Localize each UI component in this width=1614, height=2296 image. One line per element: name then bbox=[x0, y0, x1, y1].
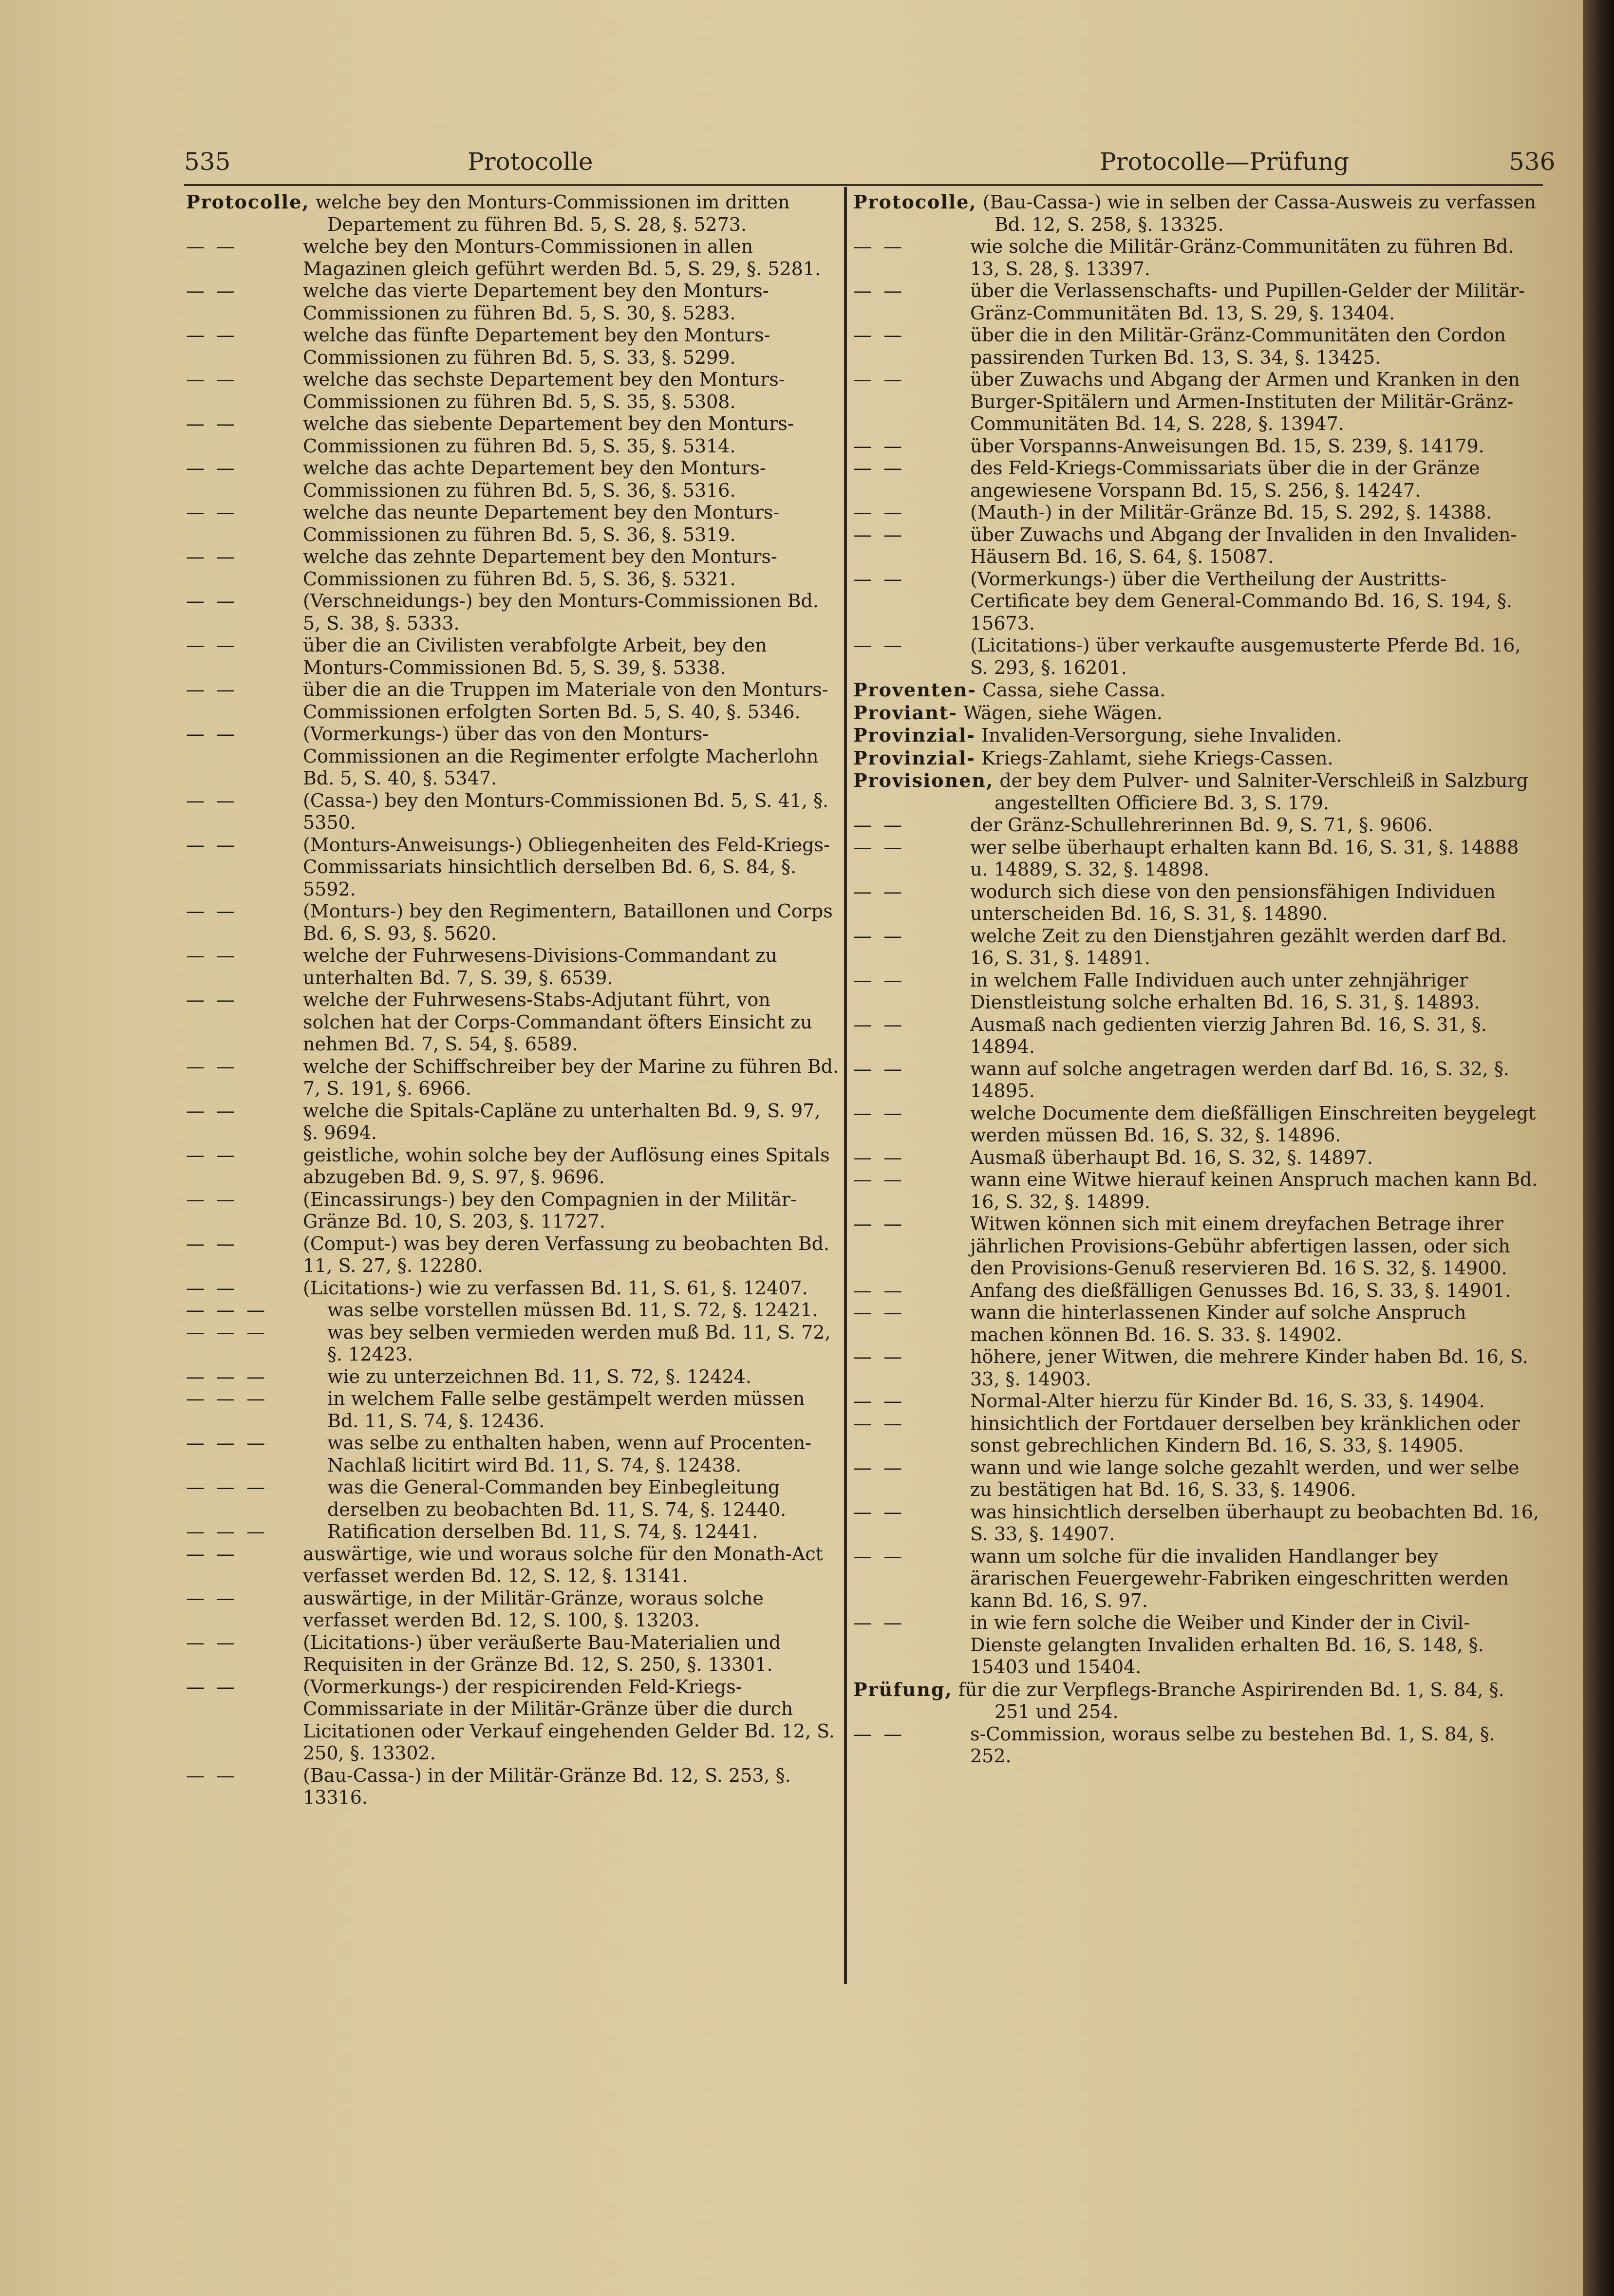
ditto-dashes: — — bbox=[853, 925, 905, 947]
index-entry bbox=[186, 324, 840, 369]
ditto-dashes: — — bbox=[186, 324, 238, 346]
index-entry bbox=[186, 457, 840, 502]
entry-text: welche Zeit zu den Dienstjahren gezählt werden darf Bd. 16, S. 31, §. 14891. bbox=[970, 925, 1507, 969]
entry-text: welche das siebente Departement bey den Monturs-Commissionen zu führen Bd. 5, S. 35, §. 5314. bbox=[303, 413, 794, 457]
ditto-dashes: — — bbox=[853, 1346, 905, 1367]
entry-text: (Vormerkungs-) über die Vertheilung der Austritts-Certificate bey dem General-Commando Bd. 16, S. 194, §. 15673. bbox=[970, 568, 1513, 634]
entry-text: des Feld-Kriegs-Commissariats über die in der Gränze angewiesene Vorspann Bd. 15, S. 256, §. 14247. bbox=[970, 457, 1480, 501]
entry-text: welche das fünfte Departement bey den Monturs-Commissionen zu führen Bd. 5, S. 33, §. 5299. bbox=[303, 324, 770, 368]
ditto-dashes: — — — bbox=[186, 1299, 268, 1321]
index-entry bbox=[853, 970, 1541, 1014]
entry-text: welche Documente dem dießfälligen Einschreiten beygelegt werden müssen Bd. 16, S. 32, §. 14896. bbox=[970, 1102, 1536, 1146]
index-entry bbox=[853, 724, 1541, 747]
ditto-dashes: — — bbox=[853, 1146, 905, 1168]
ditto-dashes: — — bbox=[853, 568, 905, 590]
entry-text: welche bey den Monturs-Commissionen im dritten Departement zu führen Bd. 5, S. 28, §. 5273. bbox=[315, 191, 790, 235]
ditto-dashes: — — bbox=[853, 1612, 905, 1633]
ditto-dashes: — — bbox=[186, 789, 238, 811]
ditto-dashes: — — bbox=[853, 435, 905, 457]
ditto-dashes: — — bbox=[186, 369, 238, 390]
index-entry bbox=[186, 1056, 840, 1100]
ditto-dashes: — — bbox=[853, 1102, 905, 1124]
entry-headword: Provisionen, bbox=[853, 769, 994, 791]
index-entry bbox=[186, 191, 840, 236]
entry-text: der Gränz-Schullehrerinnen Bd. 9, S. 71, §. 9606. bbox=[970, 814, 1433, 836]
ditto-dashes: — — bbox=[853, 1545, 905, 1567]
entry-text: welche bey den Monturs-Commissionen in allen Magazinen gleich geführt werden Bd. 5, S. 29, §. 5281. bbox=[303, 236, 821, 280]
ditto-dashes: — — — bbox=[186, 1432, 268, 1454]
entry-headword: Protocolle, bbox=[186, 191, 310, 213]
ditto-dashes: — — bbox=[853, 523, 905, 545]
entry-text: was selbe vorstellen müssen Bd. 11, S. 72, §. 12421. bbox=[327, 1299, 818, 1321]
ditto-dashes: — — bbox=[186, 236, 238, 257]
ditto-dashes: — — bbox=[186, 900, 238, 922]
entry-text: hinsichtlich der Fortdauer derselben bey kränklichen oder sonst gebrechlichen Kindern Bd. 16, S. 33, §. 14905. bbox=[970, 1412, 1520, 1456]
ditto-dashes: — — bbox=[186, 1676, 238, 1698]
entry-text: auswärtige, in der Militär-Gränze, woraus solche verfasset werden Bd. 12, S. 100, §. 13203. bbox=[303, 1587, 764, 1631]
ditto-dashes: — — bbox=[853, 1058, 905, 1080]
entry-text: Cassa, siehe Cassa. bbox=[982, 679, 1166, 701]
entry-text: wodurch sich diese von den pensionsfähigen Individuen unterscheiden Bd. 16, S. 31, §. 14890. bbox=[970, 880, 1496, 924]
entry-text: wann und wie lange solche gezahlt werden, und wer selbe zu bestätigen hat Bd. 16, S. 33, §. 14906. bbox=[970, 1456, 1520, 1500]
index-entry bbox=[853, 280, 1541, 324]
index-entry bbox=[186, 502, 840, 546]
ditto-dashes: — — bbox=[186, 1232, 238, 1254]
index-entry bbox=[853, 236, 1541, 280]
index-entry bbox=[853, 457, 1541, 502]
ditto-dashes: — — bbox=[186, 1100, 238, 1121]
ditto-dashes: — — bbox=[853, 1213, 905, 1234]
index-entry bbox=[186, 413, 840, 457]
index-entry bbox=[186, 1432, 840, 1476]
ditto-dashes: — — bbox=[186, 834, 238, 856]
ditto-dashes: — — bbox=[853, 280, 905, 301]
index-entry bbox=[853, 747, 1541, 770]
entry-text: welche die Spitals-Capläne zu unterhalten Bd. 9, S. 97, §. 9694. bbox=[303, 1100, 821, 1143]
entry-text: (Vormerkungs-) der respicirenden Feld-Kriegs-Commissariate in der Militär-Gränze über die durch Licitationen oder Verkauf eingehenden Gelder Bd. 12, S. 250, §. 13302. bbox=[303, 1676, 835, 1764]
index-entry bbox=[853, 1102, 1541, 1147]
ditto-dashes: — — bbox=[186, 590, 238, 612]
ditto-dashes: — — bbox=[186, 679, 238, 700]
index-entry bbox=[186, 1765, 840, 1809]
column-divider bbox=[844, 187, 847, 1984]
ditto-dashes: — — bbox=[186, 280, 238, 301]
index-entry bbox=[853, 1390, 1541, 1413]
entry-text: welche das vierte Departement bey den Monturs-Commissionen zu führen Bd. 5, S. 30, §. 5283. bbox=[303, 280, 769, 324]
entry-text: der bey dem Pulver- und Salniter-Verschleiß in Salzburg angestellten Officiere Bd. 3, S. 179. bbox=[995, 770, 1528, 814]
left-column bbox=[186, 191, 840, 1809]
entry-text: was selbe zu enthalten haben, wenn auf Procenten-Nachlaß licitirt wird Bd. 11, S. 74, §. 12438. bbox=[327, 1432, 812, 1476]
entry-text: wann die hinterlassenen Kinder auf solche Anspruch machen können Bd. 16. S. 33. §. 14902. bbox=[970, 1302, 1466, 1345]
entry-text: höhere, jener Witwen, die mehrere Kinder haben Bd. 16, S. 33, §. 14903. bbox=[970, 1346, 1528, 1390]
entry-text: (Bau-Cassa-) wie in selben der Cassa-Ausweis zu verfassen Bd. 12, S. 258, §. 13325. bbox=[982, 191, 1536, 235]
entry-text: (Vormerkungs-) über das von den Monturs-Commissionen an die Regimenter erfolgte Macherlohn Bd. 5, S. 40, §. 5347. bbox=[303, 723, 819, 789]
entry-text: was hinsichtlich derselben überhaupt zu beobachten Bd. 16, S. 33, §. 14907. bbox=[970, 1501, 1539, 1545]
entry-text: (Cassa-) bey den Monturs-Commissionen Bd. 5, S. 41, §. 5350. bbox=[303, 789, 829, 833]
ditto-dashes: — — bbox=[186, 1543, 238, 1565]
entry-text: wer selbe überhaupt erhalten kann Bd. 16, S. 31, §. 14888 u. 14889, S. 32, §. 14898. bbox=[970, 836, 1519, 880]
index-entry bbox=[853, 524, 1541, 568]
entry-text: (Comput-) was bey deren Verfassung zu beobachten Bd. 11, S. 27, §. 12280. bbox=[303, 1232, 830, 1276]
ditto-dashes: — — bbox=[186, 1277, 238, 1299]
index-entry bbox=[853, 925, 1541, 970]
ditto-dashes: — — bbox=[853, 1302, 905, 1323]
index-entry bbox=[186, 1676, 840, 1765]
ditto-dashes: — — bbox=[186, 723, 238, 745]
index-entry bbox=[853, 679, 1541, 702]
ditto-dashes: — — bbox=[186, 1188, 238, 1210]
index-entry bbox=[853, 1169, 1541, 1213]
ditto-dashes: — — bbox=[853, 236, 905, 257]
index-entry bbox=[853, 1014, 1541, 1058]
index-entry bbox=[186, 1632, 840, 1676]
entry-text: welche das achte Departement bey den Monturs-Commissionen zu führen Bd. 5, S. 36, §. 5316. bbox=[303, 457, 766, 501]
ditto-dashes: — — bbox=[853, 836, 905, 858]
entry-headword: Provinzial- bbox=[853, 747, 976, 769]
ditto-dashes: — — bbox=[853, 1169, 905, 1190]
ditto-dashes: — — bbox=[186, 945, 238, 966]
entry-text: was die General-Commanden bey Einbegleitung derselben zu beobachten Bd. 11, S. 74, §. 12440. bbox=[327, 1476, 787, 1520]
index-entry bbox=[853, 1413, 1541, 1457]
index-entry bbox=[186, 1277, 840, 1300]
index-entry bbox=[853, 568, 1541, 635]
entry-text: über die an die Truppen im Materiale von den Monturs-Commissionen erfolgten Sorten Bd. 5, S. 40, §. 5346. bbox=[303, 679, 828, 723]
index-entry bbox=[853, 191, 1541, 236]
index-entry bbox=[186, 1543, 840, 1587]
entry-text: Ausmaß überhaupt Bd. 16, S. 32, §. 14897. bbox=[970, 1146, 1373, 1168]
entry-text: (Mauth-) in der Militär-Gränze Bd. 15, S. 292, §. 14388. bbox=[970, 502, 1492, 523]
index-entry bbox=[853, 814, 1541, 837]
entry-text: (Eincassirungs-) bey den Compagnien in der Militär-Gränze Bd. 10, S. 203, §. 11727. bbox=[303, 1188, 797, 1232]
index-entry bbox=[186, 1233, 840, 1277]
right-page-number: 536 bbox=[1509, 148, 1556, 176]
entry-text: Kriegs-Zahlamt, siehe Kriegs-Cassen. bbox=[981, 747, 1333, 769]
index-entry bbox=[186, 369, 840, 413]
entry-text: über Vorspanns-Anweisungen Bd. 15, S. 239, §. 14179. bbox=[970, 435, 1484, 457]
ditto-dashes: — — — bbox=[186, 1388, 268, 1409]
entry-text: (Monturs-Anweisungs-) Obliegenheiten des Feld-Kriegs-Commissariats hinsichtlich derselben Bd. 6, S. 84, §. 5592. bbox=[303, 834, 830, 900]
entry-text: (Monturs-) bey den Regimentern, Bataillonen und Corps Bd. 6, S. 93, §. 5620. bbox=[303, 900, 833, 944]
index-entry bbox=[853, 324, 1541, 369]
ditto-dashes: — — bbox=[853, 1723, 905, 1745]
ditto-dashes: — — bbox=[186, 635, 238, 656]
ditto-dashes: — — bbox=[853, 814, 905, 836]
entry-text: in welchem Falle Individuen auch unter zehnjähriger Dienstleistung solche erhalten Bd. 16, S. 31, §. 14893. bbox=[970, 969, 1480, 1013]
index-entry bbox=[853, 702, 1541, 725]
index-entry bbox=[186, 1299, 840, 1322]
entry-text: für die zur Verpflegs-Branche Aspirirenden Bd. 1, S. 84, §. 251 und 254. bbox=[958, 1679, 1504, 1722]
right-column bbox=[853, 191, 1541, 1768]
ditto-dashes: — — bbox=[186, 413, 238, 434]
entry-text: auswärtige, wie und woraus solche für den Monath-Act verfasset werden Bd. 12, S. 12, §. 13141. bbox=[303, 1543, 823, 1587]
entry-text: (Licitations-) wie zu verfassen Bd. 11, S. 61, §. 12407. bbox=[303, 1277, 808, 1299]
index-entry bbox=[853, 1457, 1541, 1501]
index-entry bbox=[186, 834, 840, 901]
ditto-dashes: — — bbox=[853, 324, 905, 346]
left-running-title: Protocolle bbox=[468, 148, 593, 176]
entry-text: wie zu unterzeichnen Bd. 11, S. 72, §. 12424. bbox=[327, 1365, 752, 1387]
entry-text: Anfang des dießfälligen Genusses Bd. 16, S. 33, §. 14901. bbox=[970, 1279, 1511, 1301]
index-entry bbox=[853, 1058, 1541, 1102]
index-entry bbox=[186, 1366, 840, 1388]
index-entry bbox=[186, 1476, 840, 1521]
entry-headword: Proventen- bbox=[853, 679, 976, 701]
entry-text: über die Verlassenschafts- und Pupillen-Gelder der Militär-Gränz-Communitäten Bd. 13, S. 29, §. 13404. bbox=[970, 280, 1525, 324]
entry-text: welche der Fuhrwesens-Stabs-Adjutant führt, von solchen hat der Corps-Commandant öfters Einsicht zu nehmen Bd. 7, S. 54, §. 6589. bbox=[303, 989, 812, 1055]
ditto-dashes: — — — bbox=[186, 1521, 268, 1542]
ditto-dashes: — — bbox=[853, 969, 905, 991]
entry-text: Wägen, siehe Wägen. bbox=[963, 702, 1163, 724]
entry-text: welche das neunte Departement bey den Monturs-Commissionen zu führen Bd. 5, S. 36, §. 5319. bbox=[303, 502, 780, 545]
entry-headword: Provinzial- bbox=[853, 724, 976, 746]
entry-text: Ausmaß nach gedienten vierzig Jahren Bd. 16, S. 31, §. 14894. bbox=[970, 1013, 1487, 1057]
entry-text: über die in den Militär-Gränz-Communitäten den Cordon passirenden Turken Bd. 13, S. 34, §. 13425. bbox=[970, 324, 1506, 368]
index-entry bbox=[853, 1280, 1541, 1302]
index-entry bbox=[853, 769, 1541, 814]
entry-text: in welchem Falle selbe gestämpelt werden müssen Bd. 11, S. 74, §. 12436. bbox=[327, 1388, 805, 1432]
entry-headword: Prüfung, bbox=[853, 1678, 953, 1700]
entry-text: (Bau-Cassa-) in der Militär-Gränze Bd. 12, S. 253, §. 13316. bbox=[303, 1764, 791, 1808]
ditto-dashes: — — bbox=[186, 457, 238, 479]
ditto-dashes: — — bbox=[186, 546, 238, 567]
index-entry bbox=[853, 369, 1541, 435]
index-entry bbox=[853, 435, 1541, 458]
index-entry bbox=[853, 881, 1541, 925]
index-entry bbox=[186, 590, 840, 635]
entry-text: welche der Fuhrwesens-Divisions-Commandant zu unterhalten Bd. 7, S. 39, §. 6539. bbox=[303, 945, 777, 989]
ditto-dashes: — — — bbox=[186, 1476, 268, 1498]
ditto-dashes: — — bbox=[186, 1764, 238, 1786]
ditto-dashes: — — bbox=[186, 1587, 238, 1609]
ditto-dashes: — — bbox=[853, 457, 905, 479]
entry-text: welche das sechste Departement bey den Monturs-Commissionen zu führen Bd. 5, S. 35, §. 5308. bbox=[303, 369, 785, 412]
ditto-dashes: — — bbox=[853, 880, 905, 902]
index-entry bbox=[186, 236, 840, 280]
book-edge bbox=[1583, 0, 1614, 2296]
index-entry bbox=[853, 502, 1541, 524]
index-entry bbox=[186, 1100, 840, 1144]
index-entry bbox=[186, 1144, 840, 1189]
index-entry bbox=[853, 1679, 1541, 1723]
ditto-dashes: — — bbox=[853, 502, 905, 523]
index-entry bbox=[186, 546, 840, 590]
ditto-dashes: — — bbox=[186, 1144, 238, 1166]
ditto-dashes: — — bbox=[853, 1013, 905, 1035]
index-entry bbox=[186, 1322, 840, 1366]
entry-text: geistliche, wohin solche bey der Auflösung eines Spitals abzugeben Bd. 9, S. 97, §. 9696. bbox=[303, 1144, 830, 1188]
ditto-dashes: — — bbox=[186, 1631, 238, 1653]
index-entry bbox=[186, 1587, 840, 1632]
ditto-dashes: — — bbox=[853, 635, 905, 656]
entry-text: wann eine Witwe hierauf keinen Anspruch machen kann Bd. 16, S. 32, §. 14899. bbox=[970, 1169, 1538, 1213]
entry-text: Witwen können sich mit einem dreyfachen Betrage ihrer jährlichen Provisions-Gebühr abfertigen lassen, oder sich den Provisions-Genuß reservieren Bd. 16 S. 32, §. 14900. bbox=[970, 1213, 1510, 1279]
entry-text: s-Commission, woraus selbe zu bestehen Bd. 1, S. 84, §. 252. bbox=[970, 1723, 1495, 1767]
ditto-dashes: — — bbox=[853, 1279, 905, 1301]
entry-text: (Licitations-) über veräußerte Bau-Materialien und Requisiten in der Gränze Bd. 12, S. 250, §. 13301. bbox=[303, 1631, 781, 1675]
entry-text: Ratification derselben Bd. 11, S. 74, §. 12441. bbox=[327, 1521, 758, 1542]
ditto-dashes: — — — bbox=[186, 1321, 268, 1343]
entry-text: in wie fern solche die Weiber und Kinder der in Civil-Dienste gelangten Invaliden erhalten Bd. 16, S. 148, §. 15403 und 15404. bbox=[970, 1612, 1484, 1678]
ditto-dashes: — — bbox=[186, 989, 238, 1010]
entry-text: welche das zehnte Departement bey den Monturs-Commissionen zu führen Bd. 5, S. 36, §. 5321. bbox=[303, 546, 777, 590]
entry-text: was bey selben vermieden werden muß Bd. 11, S. 72, §. 12423. bbox=[327, 1321, 831, 1365]
index-entry bbox=[853, 1302, 1541, 1346]
index-entry bbox=[853, 1546, 1541, 1612]
index-entry bbox=[853, 1147, 1541, 1169]
index-entry bbox=[186, 1521, 840, 1543]
index-entry bbox=[186, 945, 840, 989]
entry-text: Invaliden-Versorgung, siehe Invaliden. bbox=[981, 725, 1342, 746]
ditto-dashes: — — bbox=[186, 1055, 238, 1077]
entry-text: über Zuwachs und Abgang der Invaliden in den Invaliden-Häusern Bd. 16, S. 64, §. 15087. bbox=[970, 523, 1517, 567]
index-entry bbox=[186, 790, 840, 834]
index-entry bbox=[853, 837, 1541, 881]
header-rule bbox=[184, 184, 1543, 186]
entry-text: über Zuwachs und Abgang der Armen und Kranken in den Burger-Spitälern und Armen-Instituten der Militär-Gränz-Communitäten Bd. 14, S. 228, §. 13947. bbox=[970, 369, 1520, 434]
entry-text: Normal-Alter hierzu für Kinder Bd. 16, S. 33, §. 14904. bbox=[970, 1390, 1485, 1412]
index-entry bbox=[186, 280, 840, 324]
entry-text: welche der Schiffschreiber bey der Marine zu führen Bd. 7, S. 191, §. 6966. bbox=[303, 1055, 839, 1099]
entry-text: wie solche die Militär-Gränz-Communitäten zu führen Bd. 13, S. 28, §. 13397. bbox=[970, 236, 1514, 280]
index-entry bbox=[186, 723, 840, 790]
ditto-dashes: — — bbox=[853, 369, 905, 390]
entry-text: (Verschneidungs-) bey den Monturs-Commissionen Bd. 5, S. 38, §. 5333. bbox=[303, 590, 819, 634]
left-page-number: 535 bbox=[184, 148, 231, 176]
right-running-title: Protocolle—Prüfung bbox=[1100, 148, 1350, 176]
ditto-dashes: — — bbox=[186, 502, 238, 523]
index-entry bbox=[853, 1501, 1541, 1546]
entry-headword: Proviant- bbox=[853, 701, 958, 724]
index-entry bbox=[186, 635, 840, 679]
index-entry bbox=[186, 679, 840, 723]
index-entry bbox=[186, 1388, 840, 1432]
index-entry bbox=[853, 1723, 1541, 1768]
index-entry bbox=[853, 1612, 1541, 1679]
index-entry bbox=[186, 900, 840, 945]
ditto-dashes: — — bbox=[853, 1390, 905, 1412]
index-entry bbox=[853, 635, 1541, 679]
entry-text: wann auf solche angetragen werden darf Bd. 16, S. 32, §. 14895. bbox=[970, 1058, 1509, 1101]
index-entry bbox=[186, 1189, 840, 1233]
ditto-dashes: — — — bbox=[186, 1365, 268, 1387]
entry-headword: Protocolle, bbox=[853, 191, 977, 213]
ditto-dashes: — — bbox=[853, 1412, 905, 1434]
entry-text: über die an Civilisten verabfolgte Arbeit, bey den Monturs-Commissionen Bd. 5, S. 39, §. 5338. bbox=[303, 635, 767, 678]
index-entry bbox=[186, 989, 840, 1056]
ditto-dashes: — — bbox=[853, 1456, 905, 1478]
entry-text: wann um solche für die invaliden Handlanger bey ärarischen Feuergewehr-Fabriken eingeschritten werden kann Bd. 16, S. 97. bbox=[970, 1545, 1509, 1611]
entry-text: (Licitations-) über verkaufte ausgemusterte Pferde Bd. 16, S. 293, §. 16201. bbox=[970, 635, 1521, 678]
index-entry bbox=[853, 1213, 1541, 1280]
index-entry bbox=[853, 1346, 1541, 1390]
ditto-dashes: — — bbox=[853, 1501, 905, 1523]
